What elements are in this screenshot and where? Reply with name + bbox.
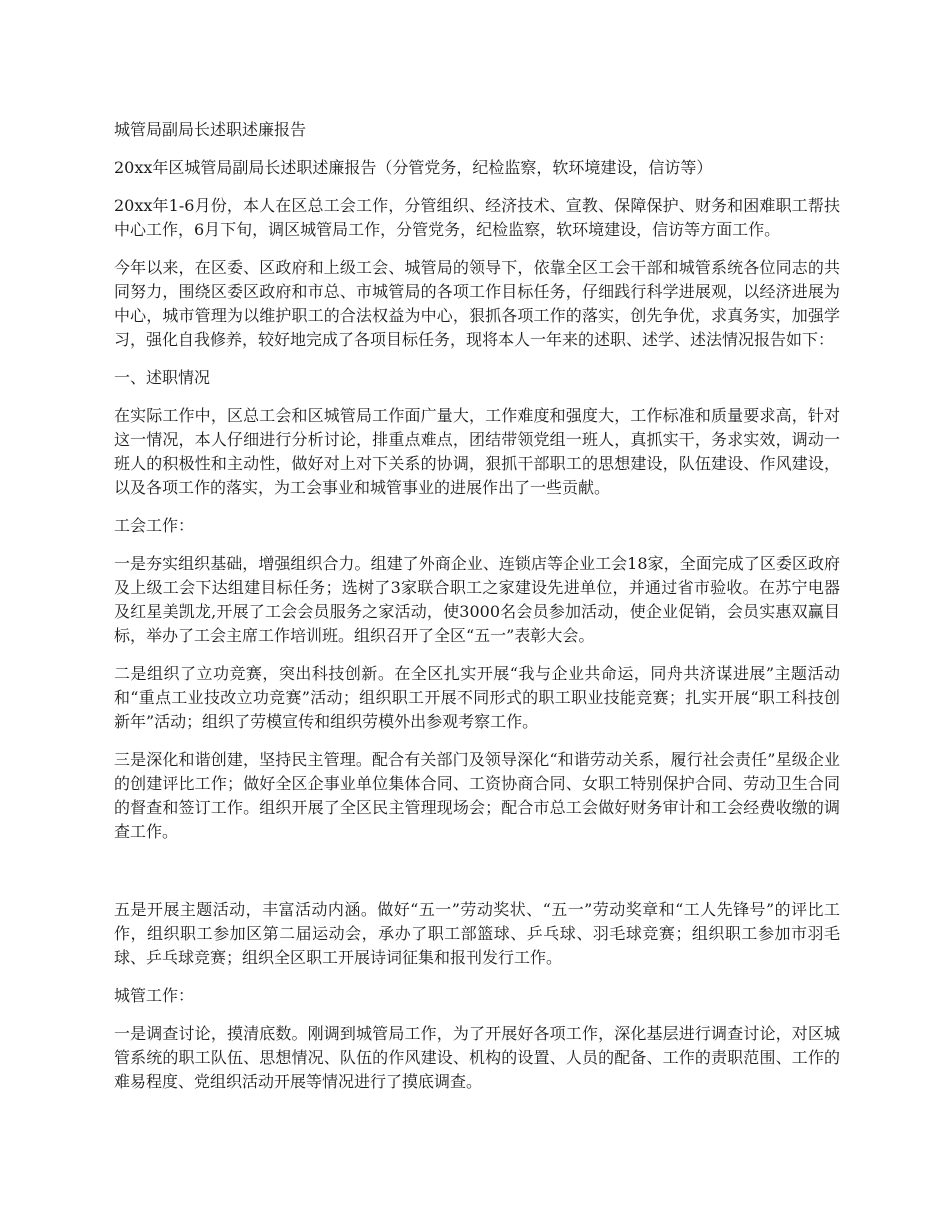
paragraph-urban-1: 一是调查讨论，摸清底数。刚调到城管局工作，为了开展好各项工作，深化基层进行调查讨论，对区城管系统的职工队伍、思想情况、队伍的作风建设、机构的设置、人员的配备、工作的责职范围、工作的难易程度、党组织活动开展等情况进行了摸底调查。 [114,1024,840,1091]
paragraph-union-3: 三是深化和谐创建，坚持民主管理。配合有关部门及领导深化“和谐劳动关系，履行社会责任”星级企业的创建评比工作；做好全区企事业单位集体合同、工资协商合同、女职工特别保护合同、劳动卫生合同的督查和签订工作。组织开展了全区民主管理现场会；配合市总工会做好财务审计和工会经费收缴的调查工作。 [114,750,840,841]
paragraph-union-1: 一是夯实组织基础，增强组织合力。组建了外商企业、连锁店等企业工会18家，全面完成了区委区政府及上级工会下达组建目标任务；选树了3家联合职工之家建设先进单位，并通过省市验收。在苏宁电器及红星美凯龙,开展了工会会员服务之家活动，使3000名会员参加活动，使企业促销，会员实惠双赢目标，举办了工会主席工作培训班。组织召开了全区“五一”表彰大会。 [114,554,840,645]
blank-gap [114,858,840,898]
section-heading-duty: 一、述职情况 [114,368,211,387]
paragraph-intro: 20xx年1-6月份，本人在区总工会工作，分管组织、经济技术、宣教、保障保护、财务和困难职工帮扶中心工作，6月下旬，调区城管局工作，分管党务，纪检监察，软环境建设，信访等方面工作。 [114,196,840,239]
document-page [114,118,840,1108]
paragraph-union-5: 五是开展主题活动，丰富活动内涵。做好“五一”劳动奖状、“五一”劳动奖章和“工人先锋号”的评比工作，组织职工参加区第二届运动会，承办了职工部篮球、乒乓球、羽毛球竞赛；组织职工参加市羽毛球、乒乓球竞赛；组织全区职工开展诗词征集和报刊发行工作。 [114,900,840,967]
paragraph-union-2: 二是组织了立功竞赛，突出科技创新。在全区扎实开展“我与企业共命运，同舟共济谋进展”主题活动和“重点工业技改立功竞赛”活动；组织职工开展不同形式的职工职业技能竞赛；扎实开展“职工科技创新年”活动；组织了劳模宣传和组织劳模外出参观考察工作。 [114,664,840,731]
subheading-union-work: 工会工作： [114,516,195,535]
paragraph-duty: 在实际工作中，区总工会和区城管局工作面广量大，工作难度和强度大，工作标准和质量要求高，针对这一情况，本人仔细进行分析讨论，排重点难点，团结带领党组一班人，真抓实干，务求实效，调动一班人的积极性和主动性，做好对上对下关系的协调，狠抓干部职工的思想建设，队伍建设、作风建设，以及各项工作的落实，为工会事业和城管事业的进展作出了一些贡献。 [114,406,840,497]
subheading-urban-work: 城管工作： [114,986,195,1005]
paragraph-summary: 今年以来，在区委、区政府和上级工会、城管局的领导下，依靠全区工会干部和城管系统各位同志的共同努力，围绕区委区政府和市总、市城管局的各项工作目标任务，仔细践行科学进展观，以经济进展为中心，城市管理为以维护职工的合法权益为中心，狠抓各项工作的落实，创先争优，求真务实，加强学习，强化自我修养，较好地完成了各项目标任务，现将本人一年来的述职、述学、述法情况报告如下： [114,258,840,349]
document-title: 城管局副局长述职述廉报告 [114,120,307,139]
document-subtitle: 20xx年区城管局副局长述职述廉报告（分管党务，纪检监察，软环境建设，信访等） [114,158,713,177]
